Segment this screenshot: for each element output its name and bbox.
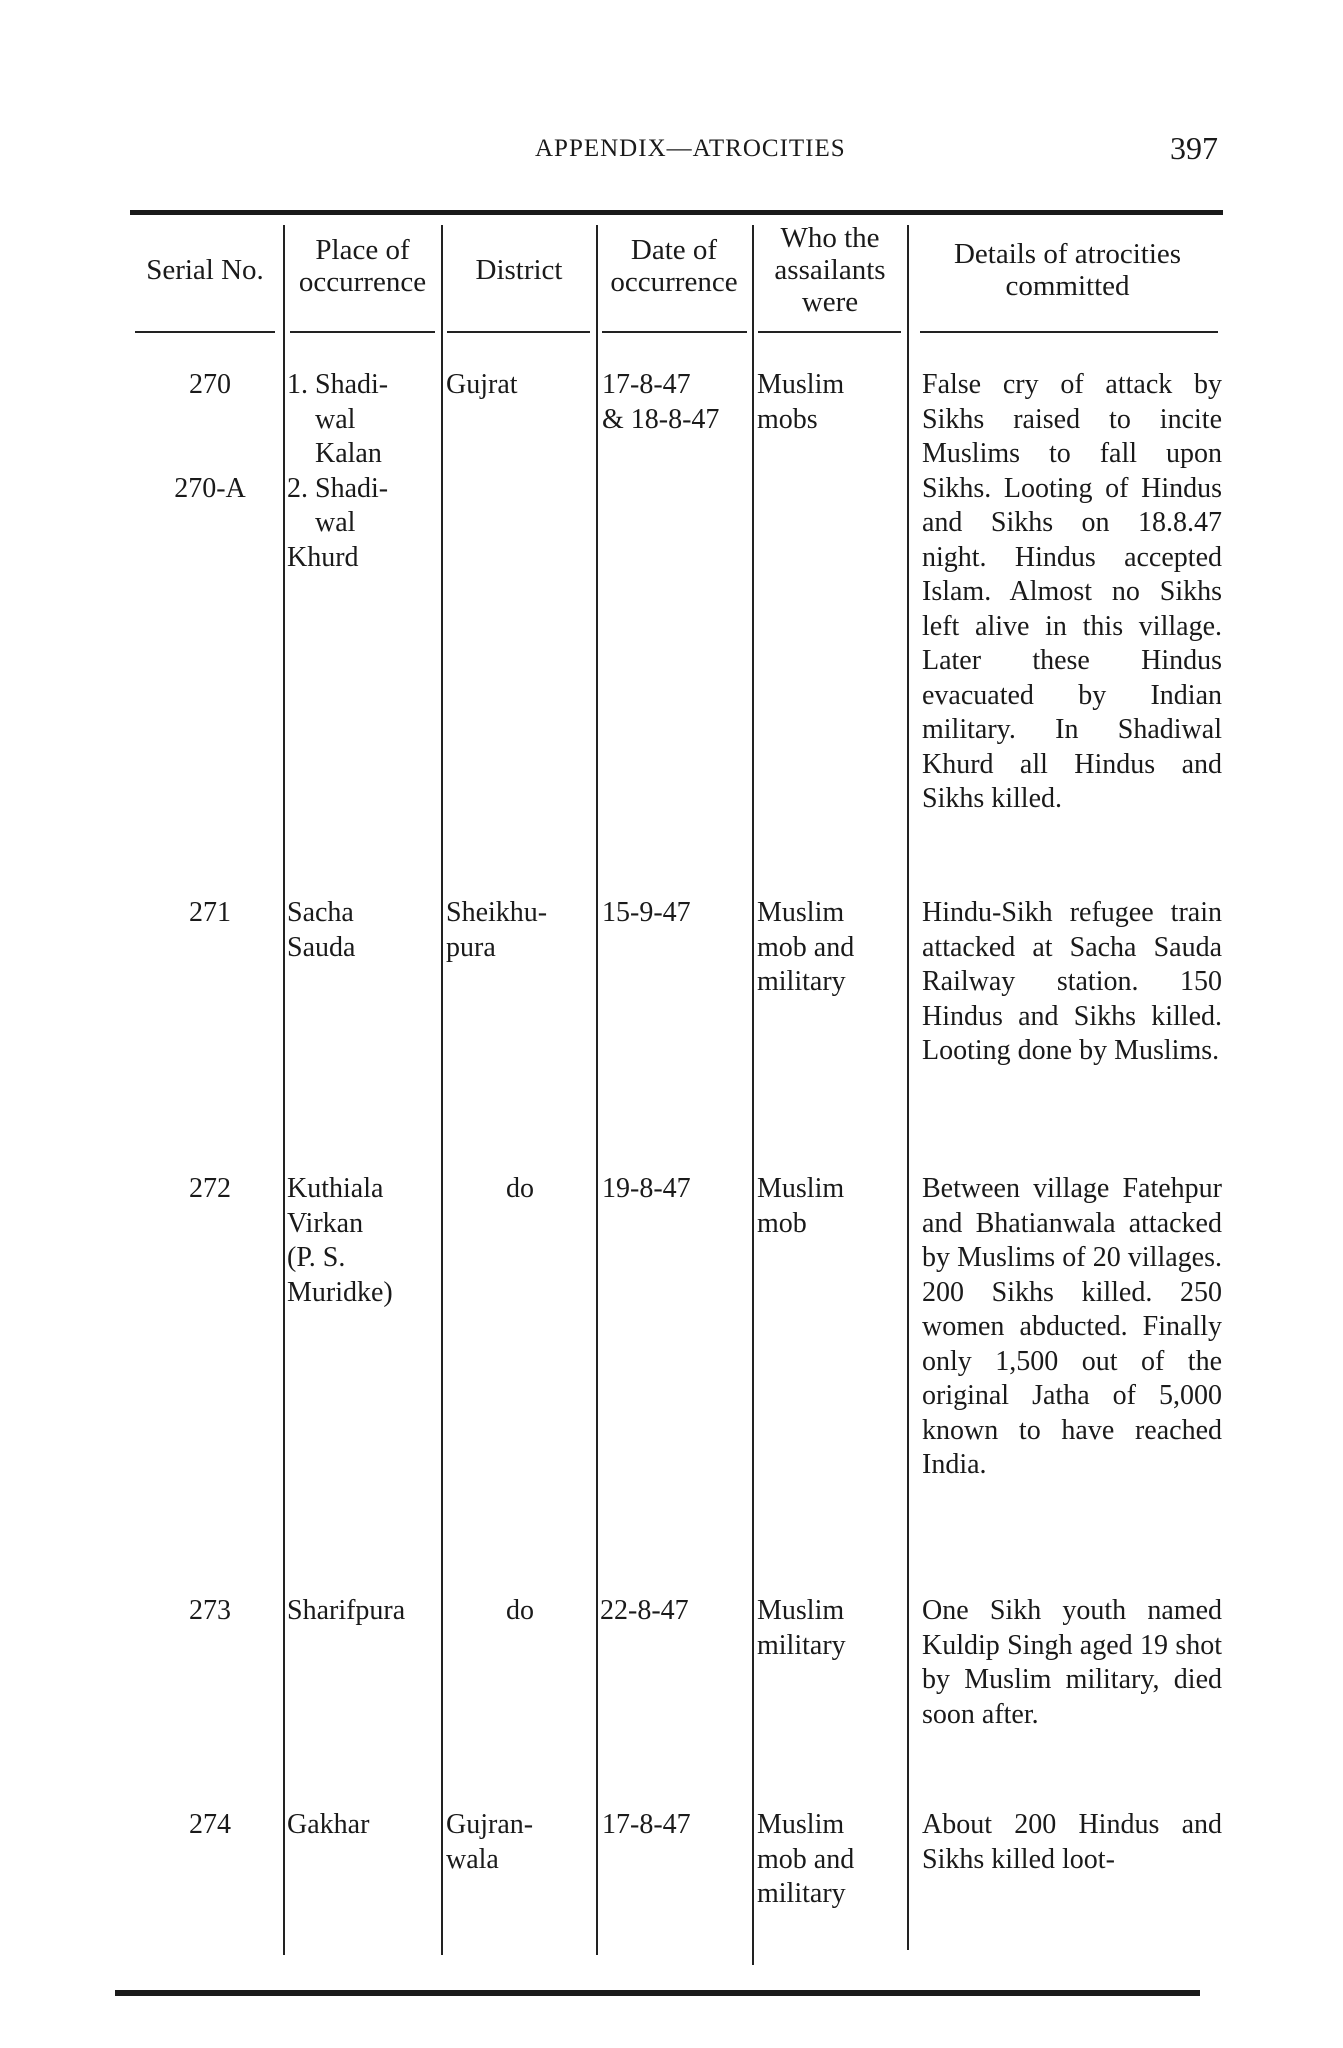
column-divider <box>596 225 598 1955</box>
row-270-date: 17-8-47 & 18-8-47 <box>602 369 720 435</box>
header-underline <box>135 331 275 333</box>
row-272-details: Between village Fatehpur and Bhatianwala attacked by Muslims of 20 villages. 200 Sikhs killed. 250 women abducted. Finally only 1,500 out of the original Jatha of 5,000 known to have reached India. <box>922 1173 1222 1480</box>
header-underline <box>920 331 1218 333</box>
row-270-details: False cry of attack by Sikhs raised to incite Muslims to fall upon Sikhs. Looting of Hindus and Sikhs on 18.8.47 night. Hindus accepted Islam. Almost no Sikhs left alive in this village. Later these Hindus evacuated by Indian military. In Shadiwal Khurd all Hindus and Sikhs killed. <box>922 369 1222 814</box>
row-274-assailants: Muslim mob and military <box>757 1809 855 1909</box>
header-date: Date of occurrence <box>610 234 738 298</box>
row-271-serial: 271 <box>189 897 231 928</box>
row-271-district: Sheikhu- pura <box>446 897 548 963</box>
table-top-rule <box>130 210 1223 215</box>
row-274-details: About 200 Hindus and Sikhs killed loot- <box>922 1809 1222 1875</box>
header-serial-no: Serial No. <box>146 254 264 286</box>
row-272-district: do <box>506 1173 534 1204</box>
row-274-date: 17-8-47 <box>602 1809 691 1840</box>
row-271-assailants: Muslim mob and military <box>757 897 855 997</box>
row-274-serial: 274 <box>189 1809 231 1840</box>
row-270-serial: 270 <box>189 369 231 400</box>
row-270a-serial: 270-A <box>174 473 246 504</box>
page-number: 397 <box>1170 130 1218 166</box>
row-270-district: Gujrat <box>446 369 518 400</box>
row-273-serial: 273 <box>189 1595 231 1626</box>
row-270-assailants: Muslim mobs <box>757 369 845 435</box>
row-271-place: Sacha Sauda <box>287 897 356 963</box>
row-271-date: 15-9-47 <box>602 897 691 928</box>
header-underline <box>447 331 590 333</box>
column-divider <box>441 225 443 1955</box>
table-bottom-rule <box>115 1990 1200 1996</box>
header-underline <box>602 331 747 333</box>
header-district: District <box>475 254 563 286</box>
header-assailants: Who the assailants were <box>774 222 886 318</box>
row-273-assailants: Muslim military <box>757 1595 846 1661</box>
header-place: Place of occurrence <box>298 234 427 298</box>
row-274-place: Gakhar <box>287 1809 370 1840</box>
row-271-details: Hindu-Sikh refugee train attacked at Sacha Sauda Railway station. 150 Hindus and Sikhs killed. Looting done by Muslims. <box>922 897 1222 1066</box>
row-274-district: Gujran- wala <box>446 1809 534 1875</box>
header-underline <box>290 331 435 333</box>
row-273-date: 22-8-47 <box>600 1595 689 1626</box>
column-divider <box>752 225 754 1965</box>
column-divider <box>283 225 285 1955</box>
column-divider <box>907 225 909 1950</box>
header-underline <box>758 331 901 333</box>
row-272-place: Kuthiala Virkan (P. S. Muridke) <box>287 1173 393 1308</box>
row-273-place: Sharifpura <box>287 1595 406 1626</box>
header-details: Details of atrocities committed <box>953 238 1182 302</box>
running-head: APPENDIX—ATROCITIES <box>535 135 846 162</box>
row-273-district: do <box>506 1595 534 1626</box>
row-270-place: 1. Shadi- wal Kalan 2. Shadi- wal Khurd <box>287 369 389 573</box>
row-272-assailants: Muslim mob <box>757 1173 845 1239</box>
row-272-date: 19-8-47 <box>602 1173 691 1204</box>
row-272-serial: 272 <box>189 1173 231 1204</box>
row-273-details: One Sikh youth named Kuldip Singh aged 19 shot by Muslim military, died soon after. <box>922 1595 1222 1730</box>
